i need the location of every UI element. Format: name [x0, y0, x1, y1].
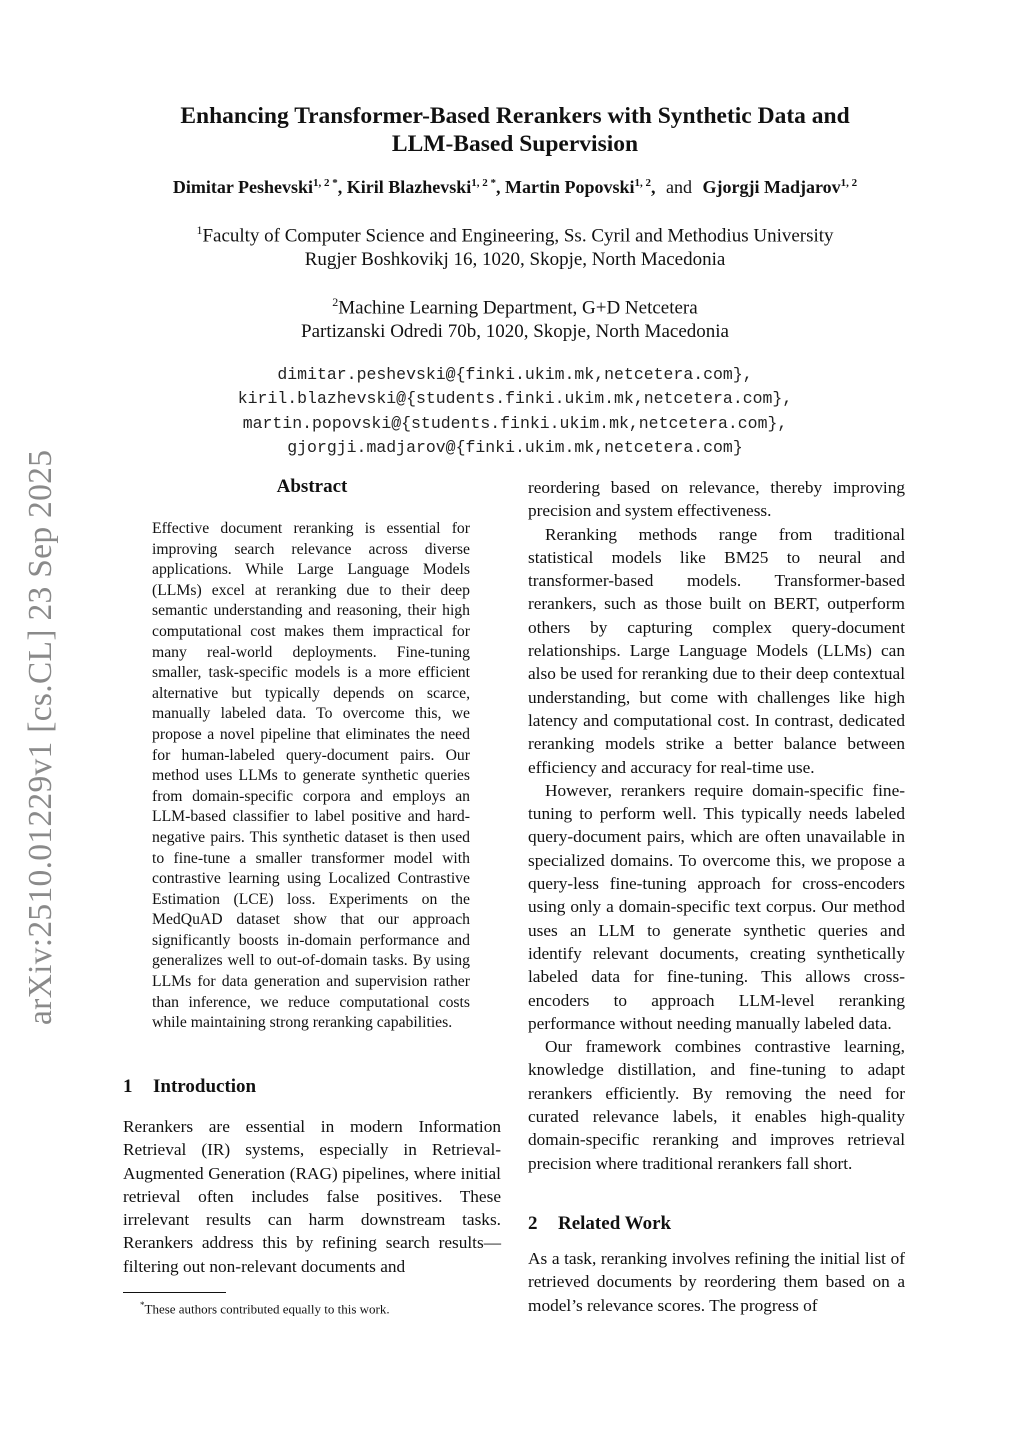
author-name: Gjorgji Madjarov [702, 177, 841, 197]
section-title: Related Work [558, 1213, 672, 1234]
email-line[interactable]: martin.popovski@{students.finki.ukim.mk,netcetera.com}, [242, 413, 788, 433]
abstract-heading: Abstract [276, 476, 348, 497]
affiliation-2 [100, 290, 930, 344]
title-line-1: Enhancing Transformer-Based Rerankers with Synthetic Data and [180, 103, 850, 129]
affiliation-mark: 1 [196, 223, 203, 237]
affiliation-institution: Machine Learning Department, G+D Netcetera [338, 297, 698, 319]
author-affil-mark: 1, 2 [840, 177, 858, 189]
paragraph: Rerankers are essential in modern Information Retrieval (IR) systems, especially in Retrieval-Augmented Generation (RAG) pipelines, where initial retrieval often includes false positives. These irrelevant results can harm downstream tasks. Rerankers address this by refining search results—filtering out non-relevant documents and [123, 1117, 501, 1276]
author-affil-mark: 1, 2 [634, 177, 652, 189]
author-and: and [666, 177, 693, 197]
introduction-paragraph-4: Our framework combines contrastive learning, knowledge distillation, and fine-tuning to adapt rerankers efficiently. By removing the need for curated relevance labels, it enables high-quality domain-specific reranking and improves retrieval precision where traditional rerankers fall short. [528, 1037, 905, 1173]
affiliation-institution: Faculty of Computer Science and Engineering, Ss. Cyril and Methodius University [202, 225, 834, 247]
footnote-text: These authors contributed equally to this work. [144, 1301, 390, 1317]
title-line-2: LLM-Based Supervision [391, 131, 639, 157]
right-column [528, 476, 905, 1175]
author-name: Dimitar Peshevski [172, 177, 313, 197]
author-name: Kiril Blazhevski [346, 177, 472, 197]
footnote [140, 1296, 390, 1318]
paragraph: As a task, reranking involves refining the initial list of retrieved documents by reordering them based on a model’s relevance scores. The progress of [528, 1249, 905, 1315]
section-number: 2 [528, 1213, 538, 1234]
author-affil-mark: 1, 2 * [471, 177, 497, 189]
affiliation-1 [100, 218, 930, 272]
author-separator: , [496, 177, 506, 197]
author-name: Martin Popovski [505, 177, 635, 197]
footnote-mark: * [140, 1300, 145, 1310]
related-work-paragraph-1 [528, 1247, 905, 1317]
introduction-paragraph-1 [123, 1115, 501, 1278]
email-line[interactable]: kiril.blazhevski@{students.finki.ukim.mk,netcetera.com}, [237, 389, 793, 409]
introduction-paragraph-2: Reranking methods range from traditional statistical models like BM25 to neural and transformer-based models. Transformer-based rerankers, such as those built on BERT, outperform others by capturing complex query-document relationships. Large Language Models (LLMs) can also be used for reranking due to their deep contextual understanding, but come with challenges like high latency and computational cost. In contrast, dedicated reranking models strike a better balance between efficiency and accuracy for real-time use. [528, 524, 905, 777]
affiliation-address: Rugjer Boshkovikj 16, 1020, Skopje, North Macedonia [304, 249, 726, 271]
author-list: Dimitar Peshevski$^{1, 2 *}$, Kiril Blazhevski$^{1, 2 *}$, Martin Popovski$^{1, 2}$, and Gjorgji Madjarov$^{1, 2}$ [172, 177, 858, 197]
affiliation-mark: 2 [332, 295, 339, 309]
abstract-text: Effective document reranking is essential for improving search relevance across diverse applications. While Large Language Models (LLMs) excel at reranking due to their deep semantic understanding and reasoning, their high computational cost makes them impractical for many real-world deployments. Fine-tuning smaller, task-specific models is a more efficient alternative but typically depends on scarce, manually labeled data. To overcome this, we propose a novel pipeline that eliminates the need for human-labeled query-document pairs. Our method uses LLMs to generate synthetic queries from domain-specific corpora and employs an LLM-based classifier to label positive and hard-negative pairs. This synthetic dataset is then used to fine-tune a smaller transformer model with contrastive learning using Localized Contrastive Estimation (LCE) loss. Experiments on the MedQuAD dataset show that our approach significantly boosts in-domain performance and generalizes well to out-of-domain tasks. By using LLMs for data generation and supervision rather than inference, we reduce computational costs while maintaining strong reranking capabilities. [152, 520, 470, 1032]
section-number: 1 [123, 1076, 133, 1097]
related-work-heading [528, 1213, 671, 1235]
affiliation-address: Partizanski Odredi 70b, 1020, Skopje, North Macedonia [301, 321, 729, 343]
email-line[interactable]: gjorgji.madjarov@{finki.ukim.mk,netcetera.com} [287, 437, 743, 457]
arxiv-stamp: arXiv:2510.01229v1 [cs.CL] 23 Sep 2025 [22, 449, 59, 1025]
footnote-rule [123, 1292, 226, 1293]
author-emails [100, 363, 930, 460]
paper-title [100, 102, 930, 158]
paragraph-continuation: reordering based on relevance, thereby improving precision and system effectiveness. [528, 478, 905, 521]
author-affil-mark: 1, 2 * [313, 177, 338, 189]
introduction-heading [123, 1076, 256, 1098]
section-title: Introduction [153, 1076, 257, 1097]
introduction-paragraph-3: However, rerankers require domain-specific fine-tuning to perform well. This typically needs labeled query-document pairs, which are often unavailable in specialized domains. To overcome this, we propose a query-less fine-tuning approach for cross-encoders using only a domain-specific text corpus. Our method uses an LLM to generate synthetic queries and identify relevant documents, creating synthetically labeled data for fine-tuning. This allows cross-encoders to approach LLM-level reranking performance without needing manually labeled data. [528, 780, 905, 1033]
author-separator: , [337, 177, 347, 197]
email-line[interactable]: dimitar.peshevski@{finki.ukim.mk,netcetera.com}, [277, 365, 753, 384]
